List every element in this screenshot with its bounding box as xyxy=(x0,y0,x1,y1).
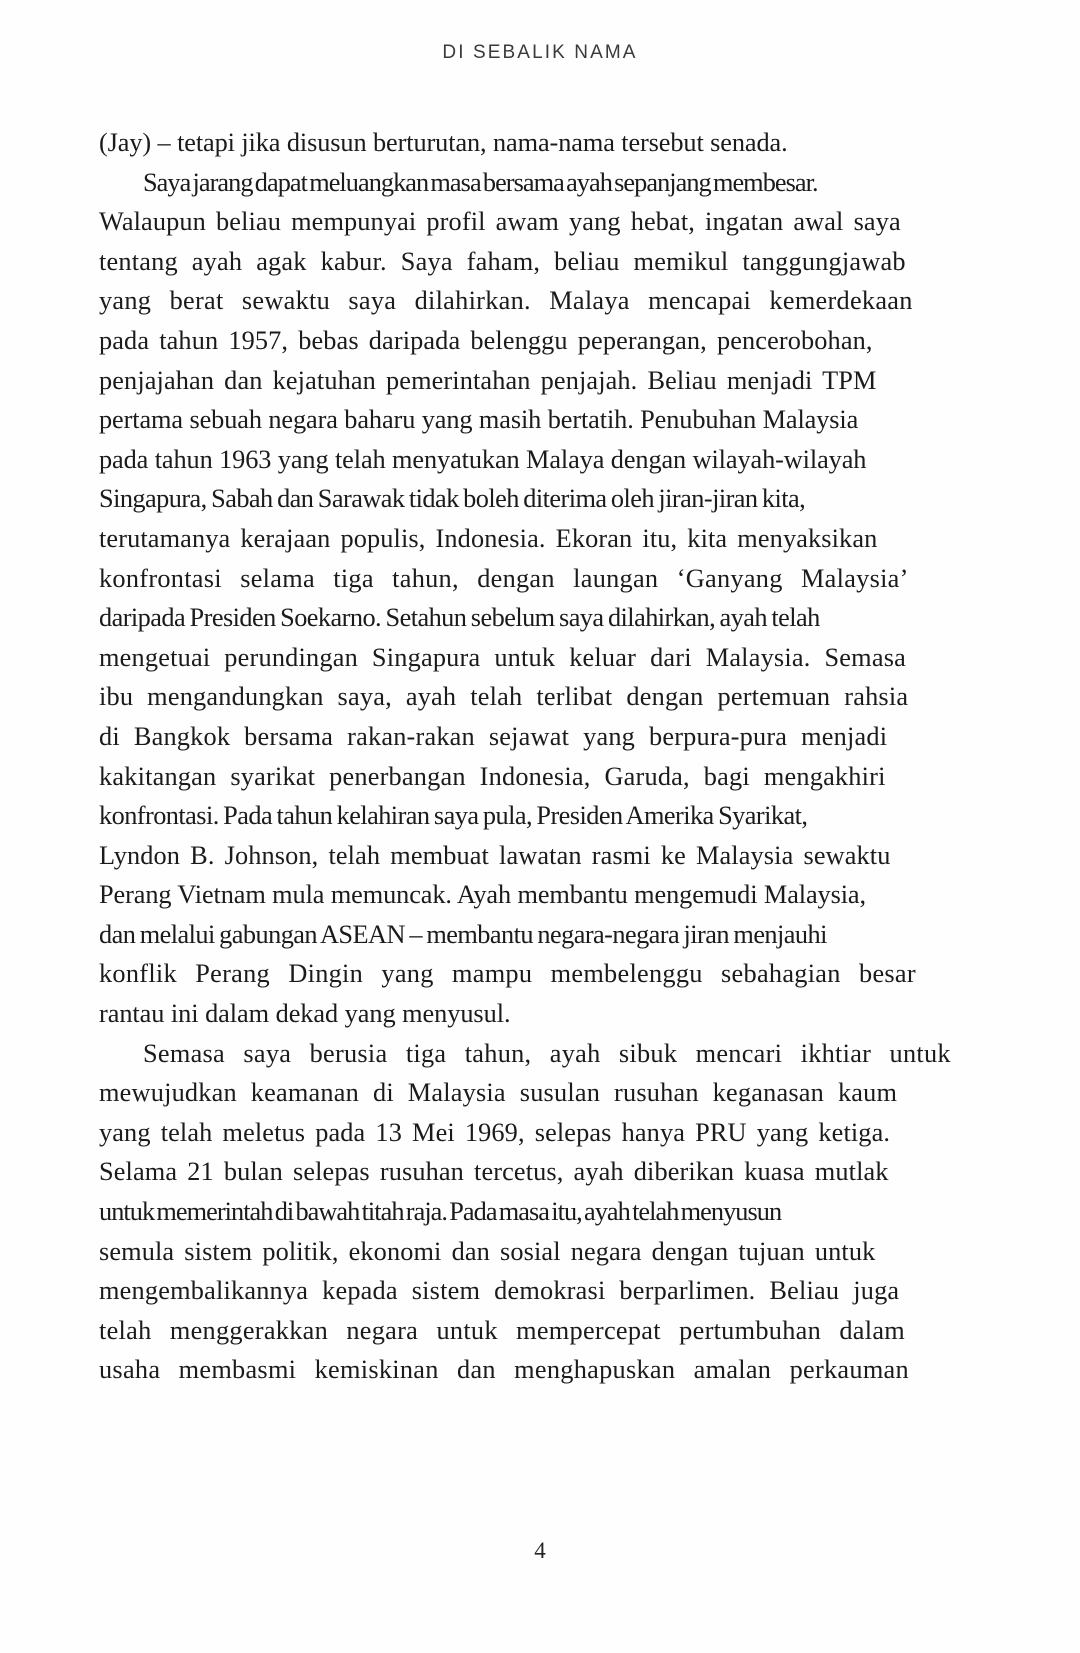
text-line: yang berat sewaktu saya dilahirkan. Malaya mencapai kemerdekaan xyxy=(99,286,913,316)
text-line: Walaupun beliau mempunyai profil awam yang hebat, ingatan awal saya xyxy=(99,207,901,237)
paragraph xyxy=(99,163,935,1034)
text-line: pada tahun 1963 yang telah menyatukan Malaya dengan wilayah-wilayah xyxy=(99,444,867,474)
paragraph xyxy=(99,1034,951,1390)
text-line: telah menggerakkan negara untuk mempercepat pertumbuhan dalam xyxy=(99,1315,906,1345)
text-line: Selama 21 bulan selepas rusuhan tercetus, ayah diberikan kuasa mutlak xyxy=(99,1157,889,1187)
text-line: kakitangan syarikat penerbangan Indonesia, Garuda, bagi mengakhiri xyxy=(99,761,886,791)
text-line: untuk memerintah di bawah titah raja. Pada masa itu, ayah telah menyusun xyxy=(99,1197,782,1227)
text-line xyxy=(99,163,935,203)
text-line: konfrontasi. Pada tahun kelahiran saya pula, Presiden Amerika Syarikat, xyxy=(99,801,808,831)
text-line: Perang Vietnam mula memuncak. Ayah membantu mengemudi Malaysia, xyxy=(99,880,866,910)
text-line: (Jay) – tetapi jika disusun berturutan, nama-nama tersebut senada. xyxy=(99,128,788,157)
text-line: yang telah meletus pada 13 Mei 1969, selepas hanya PRU yang ketiga. xyxy=(99,1117,891,1147)
text-line: mengetuai perundingan Singapura untuk keluar dari Malaysia. Semasa xyxy=(99,642,907,672)
text-line: terutamanya kerajaan populis, Indonesia. Ekoran itu, kita menyaksikan xyxy=(99,523,878,553)
text-line: Singapura, Sabah dan Sarawak tidak boleh diterima oleh jiran-jiran kita, xyxy=(99,484,806,514)
text-line: tentang ayah agak kabur. Saya faham, beliau memikul tanggungjawab xyxy=(99,246,906,276)
text-line xyxy=(99,1034,951,1074)
paragraph xyxy=(99,123,935,163)
text-line: pada tahun 1957, bebas daripada belenggu peperangan, pencerobohan, xyxy=(99,325,873,355)
text-line: usaha membasmi kemiskinan dan menghapuskan amalan perkauman xyxy=(99,1355,909,1385)
body-text-block xyxy=(99,123,951,1390)
text-line: daripada Presiden Soekarno. Setahun sebelum saya dilahirkan, ayah telah xyxy=(99,603,820,633)
text-line: mengembalikannya kepada sistem demokrasi berparlimen. Beliau juga xyxy=(99,1276,900,1306)
page-number: 4 xyxy=(534,1538,546,1563)
running-head: DI SEBALIK NAMA xyxy=(442,42,638,63)
text-line: dan melalui gabungan ASEAN – membantu negara-negara jiran menjauhi xyxy=(99,919,827,949)
text-line: di Bangkok bersama rakan-rakan sejawat yang berpura-pura menjadi xyxy=(99,721,888,751)
text-line: pertama sebuah negara baharu yang masih bertatih. Penubuhan Malaysia xyxy=(99,405,859,435)
text-line: mewujudkan keamanan di Malaysia susulan rusuhan keganasan kaum xyxy=(99,1078,898,1108)
text-line: semula sistem politik, ekonomi dan sosial negara dengan tujuan untuk xyxy=(99,1236,876,1266)
text-line: ibu mengandungkan saya, ayah telah terlibat dengan pertemuan rahsia xyxy=(99,682,909,712)
text-line: konfrontasi selama tiga tahun, dengan laungan ‘Ganyang Malaysia’ xyxy=(99,563,909,593)
text-line: konflik Perang Dingin yang mampu membelenggu sebahagian besar xyxy=(99,959,916,989)
text-line: rantau ini dalam dekad yang menyusul. xyxy=(99,999,511,1029)
text-line-content: Saya jarang dapat meluangkan masa bersama ayah sepanjang membesar. xyxy=(143,167,818,197)
text-line-content: Semasa saya berusia tiga tahun, ayah sibuk mencari ikhtiar untuk xyxy=(143,1038,951,1068)
text-line: Lyndon B. Johnson, telah membuat lawatan rasmi ke Malaysia sewaktu xyxy=(99,840,891,870)
text-line: penjajahan dan kejatuhan pemerintahan penjajah. Beliau menjadi TPM xyxy=(99,365,877,395)
